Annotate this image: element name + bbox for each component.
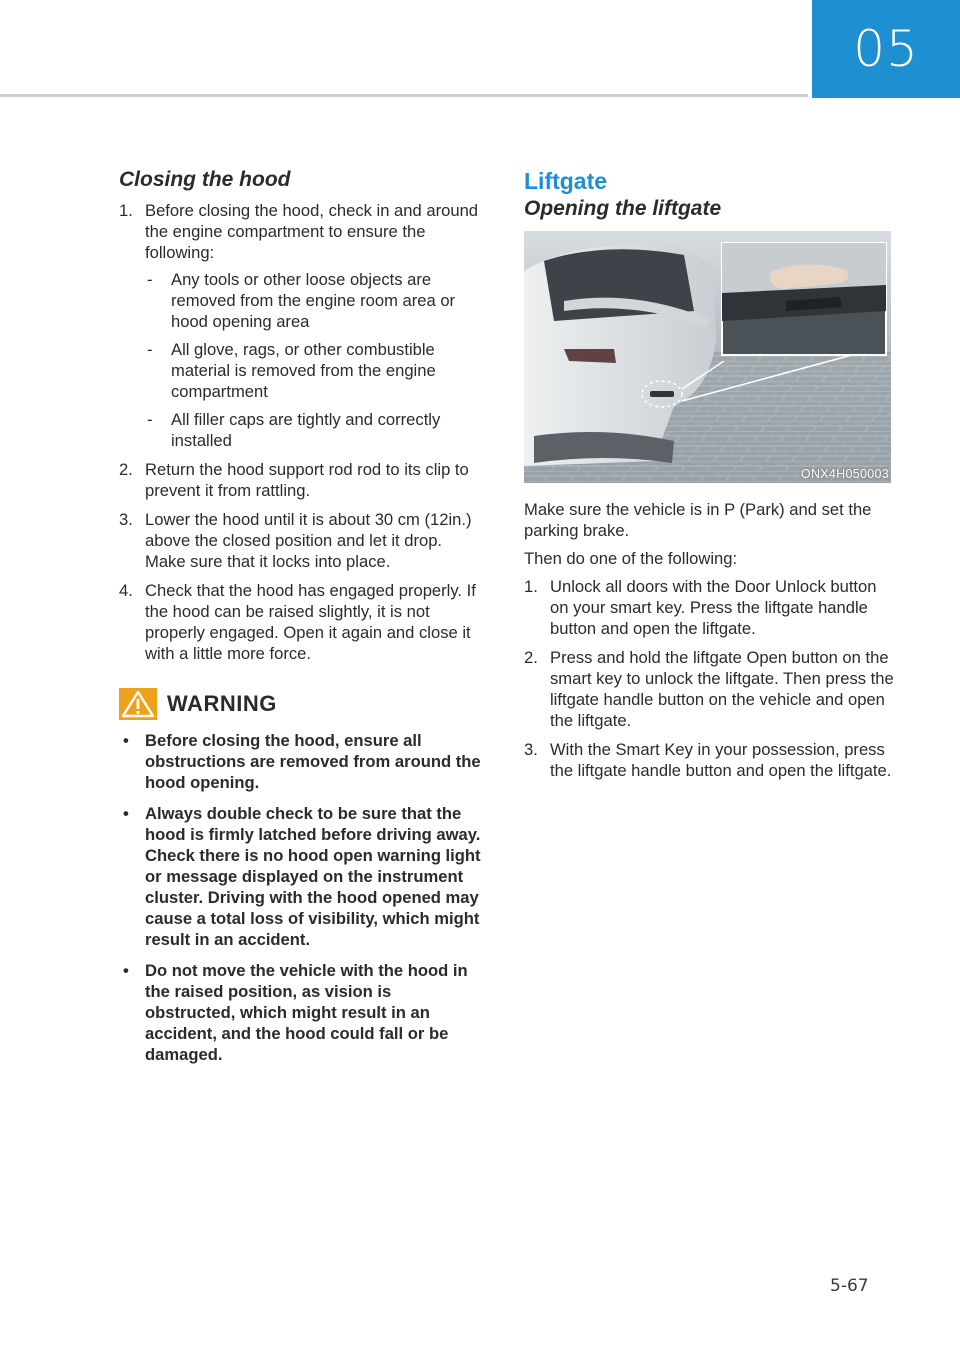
left-column [119, 168, 484, 1075]
warning-text: Before closing the hood, ensure all obstructions are removed from around the hood opening. [145, 731, 481, 792]
substep-item: - Any tools or other loose objects are removed from the engine room area or hood opening area [147, 270, 456, 331]
hood-substeps [145, 269, 484, 451]
step-text: Press and hold the liftgate Open button on the smart key to unlock the liftgate. Then press the liftgate handle button on the vehicle and open the liftgate. [550, 648, 894, 730]
hood-step [119, 509, 484, 572]
hood-step [119, 200, 484, 451]
hood-step [119, 580, 484, 664]
figure-code: ONX4H050003 [800, 467, 889, 481]
step-number: 2. [119, 460, 133, 479]
warning-header [119, 688, 484, 720]
warning-text: Do not move the vehicle with the hood in the raised position, as vision is obstructed, which might result in an accident, and the hood could fall or be damaged. [145, 961, 468, 1064]
step-text: Check that the hood has engaged properly. If the hood can be raised slightly, it is not properly engaged. Open it again and close it with a little more force. [145, 581, 476, 663]
closing-hood-title: Closing the hood [119, 168, 291, 191]
right-column [524, 168, 894, 789]
liftgate-intro-2: Then do one of the following: [524, 549, 738, 568]
warning-box [119, 688, 484, 1065]
chapter-tab [812, 0, 960, 98]
step-number: 1. [524, 577, 538, 596]
step-text: With the Smart Key in your possession, press the liftgate handle button and open the liftgate. [550, 740, 892, 780]
substep-item: - All glove, rags, or other combustible material is removed from the engine compartment [147, 340, 436, 401]
warning-triangle-icon [119, 688, 157, 720]
substep-text: Any tools or other loose objects are removed from the engine room area or hood opening area [171, 270, 456, 331]
warning-list [119, 730, 484, 1065]
header-rule [0, 94, 808, 97]
warning-item: • Do not move the vehicle with the hood in the raised position, as vision is obstructed, which might result in an accident, and the hood could fall or be damaged. [123, 961, 468, 1064]
page-number: 5-67 [830, 1276, 869, 1296]
hood-step [119, 459, 484, 501]
substep-text: All filler caps are tightly and correctly installed [171, 410, 441, 450]
chapter-number: 05 [853, 20, 919, 78]
step-text: Unlock all doors with the Door Unlock button on your smart key. Press the liftgate handle button and open the liftgate. [550, 577, 877, 638]
hood-steps [119, 200, 484, 664]
liftgate-figure [524, 231, 891, 483]
liftgate-illustration [524, 231, 891, 483]
liftgate-intro: Make sure the vehicle is in P (Park) and set the parking brake. [524, 500, 872, 540]
warning-title: WARNING [167, 691, 277, 716]
substep-text: All glove, rags, or other combustible material is removed from the engine compartment [171, 340, 436, 401]
step-text: Return the hood support rod rod to its clip to prevent it from rattling. [145, 460, 469, 500]
liftgate-step [524, 647, 894, 731]
step-number: 1. [119, 201, 133, 220]
liftgate-steps [524, 576, 894, 781]
step-number: 3. [524, 740, 538, 759]
step-text: Before closing the hood, check in and around the engine compartment to ensure the following: [145, 201, 479, 262]
liftgate-step [524, 739, 894, 781]
substep-item: - All filler caps are tightly and correctly installed [147, 410, 441, 450]
step-text: Lower the hood until it is about 30 cm (12in.) above the closed position and let it drop. Make sure that it locks into place. [145, 510, 472, 571]
warning-item: • Before closing the hood, ensure all obstructions are removed from around the hood opening. [123, 731, 481, 792]
liftgate-step [524, 576, 894, 639]
warning-item: • Always double check to be sure that the hood is firmly latched before driving away. Check there is no hood open warning light or message displayed on the instrument cluster. Driving with the hood opened may cause a total loss of visibility, which might result in an accident. [123, 804, 481, 949]
liftgate-section-title: Liftgate [524, 168, 608, 194]
step-number: 4. [119, 581, 133, 600]
step-number: 2. [524, 648, 538, 667]
warning-text: Always double check to be sure that the hood is firmly latched before driving away. Check there is no hood open warning light or message displayed on the instrument cluster. Driving with the hood opened may cause a total loss of visibility, which might result in an accident. [145, 804, 481, 949]
opening-liftgate-title: Opening the liftgate [524, 197, 722, 220]
step-number: 3. [119, 510, 133, 529]
